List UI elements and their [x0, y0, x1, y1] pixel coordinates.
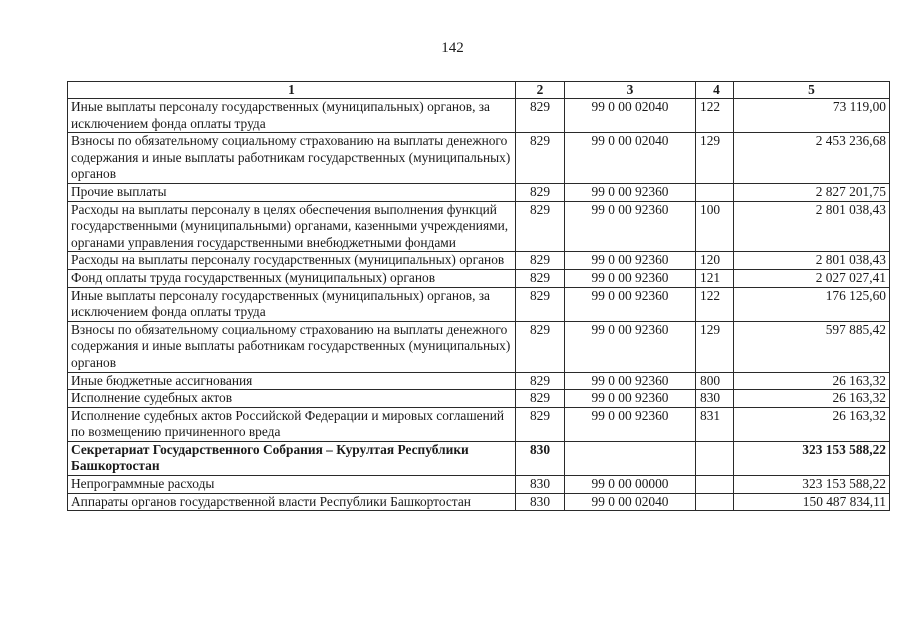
- row-expense-type-cell: 830: [696, 390, 734, 408]
- row-expense-type-cell: [696, 476, 734, 494]
- table-row: [68, 390, 890, 408]
- row-amount-cell: 2 801 038,43: [734, 201, 890, 252]
- row-ministry-code-cell: 829: [516, 252, 565, 270]
- row-amount-cell: 2 801 038,43: [734, 252, 890, 270]
- header-col-2: 2: [516, 82, 565, 99]
- table-row: [68, 269, 890, 287]
- header-col-5: 5: [734, 82, 890, 99]
- row-target-article-cell: 99 0 00 92360: [565, 407, 696, 441]
- row-ministry-code-cell: 829: [516, 321, 565, 372]
- row-name-cell: Аппараты органов государственной власти Республики Башкортостан: [68, 493, 516, 511]
- row-name-cell: Расходы на выплаты персоналу государственных (муниципальных) органов: [68, 252, 516, 270]
- row-amount-cell: 2 827 201,75: [734, 183, 890, 201]
- row-target-article-cell: 99 0 00 92360: [565, 390, 696, 408]
- row-ministry-code-cell: 829: [516, 407, 565, 441]
- row-expense-type-cell: 831: [696, 407, 734, 441]
- row-amount-cell: 26 163,32: [734, 407, 890, 441]
- table-row: [68, 407, 890, 441]
- budget-table: [67, 81, 890, 511]
- table-row: [68, 321, 890, 372]
- row-name-cell: Иные бюджетные ассигнования: [68, 372, 516, 390]
- row-ministry-code-cell: 829: [516, 99, 565, 133]
- page-number: 142: [441, 40, 464, 56]
- row-name-cell: Прочие выплаты: [68, 183, 516, 201]
- row-expense-type-cell: 121: [696, 269, 734, 287]
- row-target-article-cell: 99 0 00 92360: [565, 252, 696, 270]
- row-ministry-code-cell: 830: [516, 493, 565, 511]
- row-target-article-cell: 99 0 00 92360: [565, 269, 696, 287]
- table-row: [68, 201, 890, 252]
- table-row: [68, 99, 890, 133]
- row-name-cell: Фонд оплаты труда государственных (муниципальных) органов: [68, 269, 516, 287]
- row-expense-type-cell: [696, 183, 734, 201]
- row-ministry-code-cell: 829: [516, 372, 565, 390]
- row-name-cell: Расходы на выплаты персоналу в целях обеспечения выполнения функций государственными (муниципальными) органами, казенными учреждениями, органами управления государственными внебюджетными фондами: [68, 201, 516, 252]
- header-col-1: 1: [68, 82, 516, 99]
- row-expense-type-cell: 100: [696, 201, 734, 252]
- row-expense-type-cell: 129: [696, 321, 734, 372]
- row-expense-type-cell: [696, 493, 734, 511]
- row-target-article-cell: 99 0 00 02040: [565, 133, 696, 184]
- row-name-cell: Взносы по обязательному социальному страхованию на выплаты денежного содержания и иные выплаты работникам государственных (муниципальных) органов: [68, 133, 516, 184]
- row-amount-cell: 323 153 588,22: [734, 441, 890, 475]
- header-col-3: 3: [565, 82, 696, 99]
- row-amount-cell: 150 487 834,11: [734, 493, 890, 511]
- row-target-article-cell: [565, 441, 696, 475]
- row-name-cell: Исполнение судебных актов: [68, 390, 516, 408]
- row-expense-type-cell: 129: [696, 133, 734, 184]
- table-row: [68, 252, 890, 270]
- row-name-cell: Исполнение судебных актов Российской Федерации и мировых соглашений по возмещению причиненного вреда: [68, 407, 516, 441]
- row-ministry-code-cell: 830: [516, 476, 565, 494]
- row-target-article-cell: 99 0 00 92360: [565, 321, 696, 372]
- row-amount-cell: 176 125,60: [734, 287, 890, 321]
- table-row: [68, 372, 890, 390]
- row-amount-cell: 73 119,00: [734, 99, 890, 133]
- table-row: [68, 476, 890, 494]
- row-target-article-cell: 99 0 00 92360: [565, 183, 696, 201]
- row-target-article-cell: 99 0 00 92360: [565, 201, 696, 252]
- row-ministry-code-cell: 829: [516, 201, 565, 252]
- row-expense-type-cell: [696, 441, 734, 475]
- row-ministry-code-cell: 829: [516, 269, 565, 287]
- table-row: [68, 493, 890, 511]
- row-ministry-code-cell: 829: [516, 133, 565, 184]
- row-target-article-cell: 99 0 00 92360: [565, 287, 696, 321]
- row-amount-cell: 2 453 236,68: [734, 133, 890, 184]
- row-ministry-code-cell: 829: [516, 287, 565, 321]
- table-row: [68, 287, 890, 321]
- row-amount-cell: 26 163,32: [734, 372, 890, 390]
- row-expense-type-cell: 120: [696, 252, 734, 270]
- table-row: [68, 133, 890, 184]
- row-ministry-code-cell: 830: [516, 441, 565, 475]
- row-amount-cell: 597 885,42: [734, 321, 890, 372]
- row-name-cell: Непрограммные расходы: [68, 476, 516, 494]
- row-target-article-cell: 99 0 00 02040: [565, 99, 696, 133]
- row-expense-type-cell: 122: [696, 287, 734, 321]
- row-name-cell: Секретариат Государственного Собрания – Курултая Республики Башкортостан: [68, 441, 516, 475]
- row-amount-cell: 26 163,32: [734, 390, 890, 408]
- row-amount-cell: 2 027 027,41: [734, 269, 890, 287]
- row-name-cell: Иные выплаты персоналу государственных (муниципальных) органов, за исключением фонда оплаты труда: [68, 99, 516, 133]
- row-target-article-cell: 99 0 00 00000: [565, 476, 696, 494]
- table-row: [68, 441, 890, 475]
- table-row: [68, 183, 890, 201]
- table-header-row: [68, 82, 890, 99]
- row-ministry-code-cell: 829: [516, 390, 565, 408]
- row-target-article-cell: 99 0 00 02040: [565, 493, 696, 511]
- row-expense-type-cell: 122: [696, 99, 734, 133]
- row-name-cell: Взносы по обязательному социальному страхованию на выплаты денежного содержания и иные выплаты работникам государственных (муниципальных) органов: [68, 321, 516, 372]
- row-target-article-cell: 99 0 00 92360: [565, 372, 696, 390]
- row-amount-cell: 323 153 588,22: [734, 476, 890, 494]
- header-col-4: 4: [696, 82, 734, 99]
- row-name-cell: Иные выплаты персоналу государственных (муниципальных) органов, за исключением фонда оплаты труда: [68, 287, 516, 321]
- row-expense-type-cell: 800: [696, 372, 734, 390]
- table-body: [68, 99, 890, 511]
- row-ministry-code-cell: 829: [516, 183, 565, 201]
